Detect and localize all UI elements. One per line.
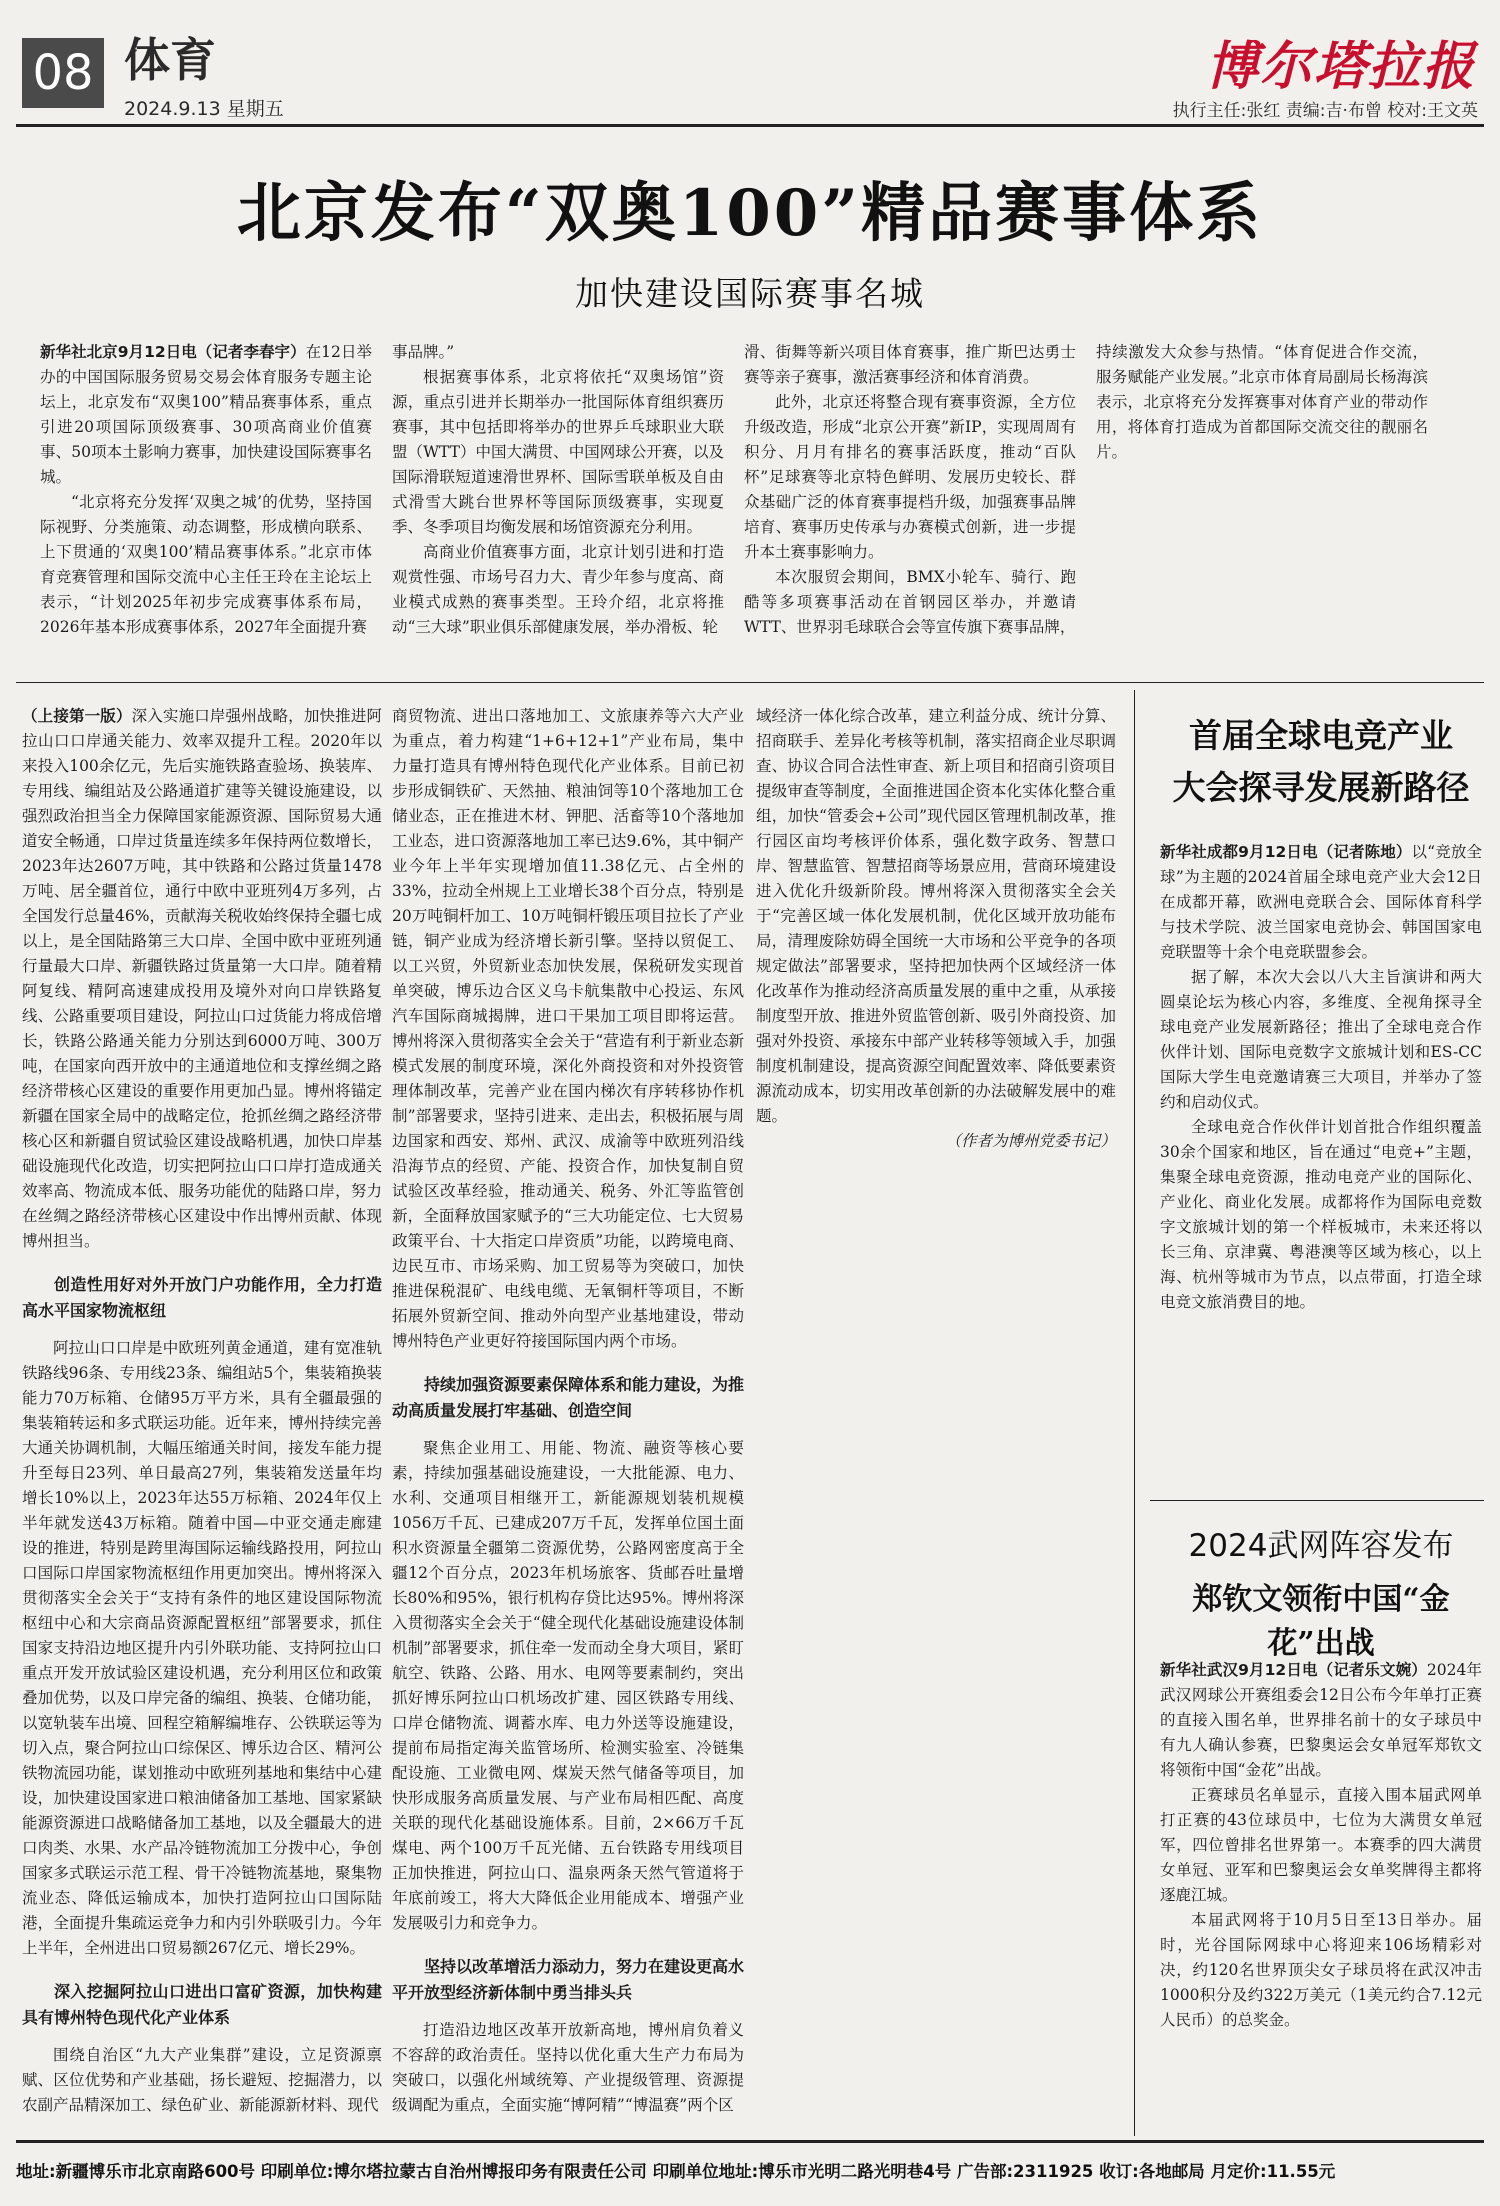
header-rule	[16, 124, 1484, 127]
subsection-heading: 坚持以改革增活力添动力，努力在建设更高水平开放型经济新体制中勇当排头兵	[392, 1957, 744, 2002]
article-paragraph: 阿拉山口口岸是中欧班列黄金通道，建有宽准轨铁路线96条、专用线23条、编组站5个，集装箱换装能力70万标箱、仓储95万平方米，具有全疆最强的集装箱转运和多式联运功能。近年来，博州持续完善大通关协调机制，大幅压缩通关时间，接发车能力提升至每日23列、单日最高27列，集装箱发送量年均增长10%以上，2023年达55万标箱、2024年仅上半年就发送43万标箱。随着中国—中亚交通走廊建设的推进，特别是跨里海国际运输线路投用，阿拉山口国际口岸国家物流枢纽作用更加突出。博州将深入贯彻落实全会关于“支持有条件的地区建设国际物流枢纽中心和大宗商品资源配置枢纽”部署要求，抓住国家支持沿边地区提升内引外联功能、支持阿拉山口重点开发开放试验区建设机遇，充分利用区位和政策叠加优势，以及口岸完备的编组、换装、仓储功能，以宽轨装车出境、回程空箱解编堆存、公铁联运等为切入点，聚合阿拉山口综保区、博乐边合区、精河公铁物流园功能，谋划推动中欧班列基地和集结中心建设，加快建设国家进口粮油储备加工基地、国家紧缺能源资源进口战略储备加工基地，以及全疆最大的进口肉类、水果、水产品冷链物流加工分拨中心，争创国家多式联运示范工程、骨干冷链物流基地，聚集物流业态、降低运输成本，加快打造阿拉山口国际陆港，全面提升集疏运竞争力和内引外联吸引力。今年上半年，全州进出口贸易额267亿元、增长29%。	[22, 1339, 382, 1957]
main-subheadline: 加快建设国际赛事名城	[575, 274, 925, 313]
subsection-heading: 创造性用好对外开放门户功能作用，全力打造高水平国家物流枢纽	[22, 1275, 382, 1320]
issue-date: 2024.9.13 星期五	[124, 98, 284, 120]
sidebar-paragraph: 本届武网将于10月5日至13日举办。届时，光谷国际网球中心将迎来106场精彩对决，约120名世界顶尖女子球员将在武汉冲击1000积分及约322万美元（1美元约合7.12元人民币）的总奖金。	[1160, 1911, 1482, 2029]
main-article-column-1	[40, 340, 372, 652]
dateline: 新华社武汉9月12日电（记者乐文婉）	[1160, 1661, 1427, 1679]
sidebar-1-body	[1160, 840, 1482, 1500]
dateline: 新华社成都9月12日电（记者陈地）	[1160, 843, 1412, 861]
editor-credits: 执行主任:张红 责编:吉·布曾 校对:王文英	[1172, 101, 1478, 121]
article-paragraph-continued: 持续激发大众参与热情。“体育促进合作交流，服务赋能产业发展。”北京市体育局副局长杨海滨表示，北京将充分发挥赛事对体育产业的带动作用，将体育打造成为首都国际交流交往的靓丽名片。	[1096, 343, 1428, 461]
article-paragraph-continued: 事品牌。”	[392, 343, 455, 361]
article-paragraph: 打造沿边地区改革开放新高地，博州肩负着义不容辞的政治责任。坚持以优化重大生产力布局为突破口，以强化州域统筹、产业提级管理、资源提级调配为重点，全面实施“博阿精”“博温赛”两个区	[392, 2021, 744, 2114]
subsection-heading: 持续加强资源要素保障体系和能力建设，为推动高质量发展打牢基础、创造空间	[392, 1375, 744, 1420]
sidebar-paragraph: 新华社成都9月12日电（记者陈地）以“竞放全球”为主题的2024首届全球电竞产业大会12日在成都开幕，欧洲电竞联合会、国际体育科学与技术学院、波兰国家电竞协会、韩国国家电竞联盟等十余个电竞联盟参会。	[1160, 843, 1482, 961]
section-divider	[16, 682, 1484, 683]
sidebar-2-title-line-1: 2024武网阵容发布	[1188, 1528, 1454, 1564]
newspaper-masthead: 博尔塔拉报	[1205, 36, 1476, 97]
sidebar-story-divider	[1150, 1500, 1484, 1501]
article-paragraph: “北京将充分发挥‘双奥之城’的优势，坚持国际视野、分类施策、动态调整，形成横向联系、上下贯通的‘双奥100’精品赛事体系。”北京市体育竞赛管理和国际交流中心主任王玲在主论坛上表示，“计划2025年初步完成赛事体系布局，2026年基本形成赛事体系，2027年全面提升赛	[40, 493, 372, 636]
sidebar-2-body	[1160, 1658, 1482, 2128]
author-note: （作者为博州党委书记）	[945, 1132, 1116, 1150]
continued-article-column-2	[392, 704, 744, 2124]
sidebar-paragraph: 新华社武汉9月12日电（记者乐文婉）2024年武汉网球公开赛组委会12日公布今年单打正赛的直接入围名单，世界排名前十的女子球员中有九人确认参赛，巴黎奥运会女单冠军郑钦文将领衔中国“金花”出战。	[1160, 1661, 1482, 1779]
section-title: 体育	[124, 33, 216, 87]
article-paragraph: （上接第一版）深入实施口岸强州战略，加快推进阿拉山口口岸通关能力、效率双提升工程。2020年以来投入100余亿元，先后实施铁路查验场、换装库、专用线、编组站及公路通道扩建等关键设施建设，以强烈政治担当全力保障国家能源资源、国际贸易大通道安全畅通，口岸过货量连续多年保持两位数增长，2023年达2607万吨，其中铁路和公路过货量1478万吨、居全疆首位，通行中欧中亚班列4万多列，占全国发行总量46%，贡献海关税收始终保持全疆七成以上，是全国陆路第三大口岸、全国中欧中亚班列通行量最大口岸、新疆铁路过货量第一大口岸。随着精阿复线、精阿高速建成投用及境外对向口岸铁路复线、公路重要项目建设，阿拉山口过货能力将成倍增长，铁路公路通关能力分别达到6000万吨、300万吨，在国家向西开放中的主通道地位和支撑丝绸之路经济带核心区建设的重要作用更加凸显。博州将锚定新疆在国家全局中的战略定位，抢抓丝绸之路经济带核心区和新疆自贸试验区建设战略机遇，加快口岸基础设施现代化改造，切实把阿拉山口口岸打造成通关效率高、物流成本低、服务功能优的陆路口岸，努力在丝绸之路经济带核心区建设中作出博州贡献、体现博州担当。	[22, 707, 382, 1250]
subsection-heading: 深入挖掘阿拉山口进出口富矿资源，加快构建具有博州特色现代化产业体系	[22, 1982, 382, 2027]
article-paragraph: 新华社北京9月12日电（记者李春宇）在12日举办的中国国际服务贸易交易会体育服务专题主论坛上，北京发布“双奥100”精品赛事体系，重点引进20项国际顶级赛事、30项高商业价值赛事、50项本土影响力赛事，加快建设国际赛事名城。	[40, 343, 372, 486]
main-article-column-3	[744, 340, 1076, 652]
article-paragraph: 本次服贸会期间，BMX小轮车、骑行、跑酷等多项赛事活动在首钢园区举办，并邀请WTT、世界羽毛球联合会等宣传旗下赛事品牌，	[744, 568, 1076, 636]
sidebar-paragraph: 全球电竞合作伙伴计划首批合作组织覆盖30余个国家和地区，旨在通过“电竞+”主题，集聚全球电竞资源，推动电竞产业的国际化、产业化、商业化发展。成都将作为国际电竞数字文旅城计划的第一个样板城市，未来还将以长三角、京津冀、粤港澳等区域为核心，以上海、杭州等城市为节点，以点带面，打造全球电竞文旅消费目的地。	[1160, 1118, 1482, 1311]
article-paragraph: 高商业价值赛事方面，北京计划引进和打造观赏性强、市场号召力大、青少年参与度高、商业模式成熟的赛事类型。王玲介绍，北京将推动“三大球”职业俱乐部健康发展，举办滑板、轮	[392, 543, 724, 636]
sidebar-1-title-line-2: 大会探寻发展新路径	[1172, 768, 1470, 807]
main-article-column-2	[392, 340, 724, 652]
main-headline: 北京发布“双奥100”精品赛事体系	[236, 176, 1264, 251]
sidebar-divider	[1134, 690, 1135, 2136]
main-article-column-4	[1096, 340, 1428, 652]
article-paragraph-continued: 滑、街舞等新兴项目体育赛事，推广斯巴达勇士赛等亲子赛事，激活赛事经济和体育消费。	[744, 343, 1076, 386]
footer-info: 地址:新疆博乐市北京南路600号 印刷单位:博尔塔拉蒙古自治州博报印务有限责任公司 印刷单位地址:博乐市光明二路光明巷4号 广告部:2311925 收订:各地邮局 月定价:11.55元	[16, 2162, 1336, 2181]
dateline: （上接第一版）	[22, 707, 132, 725]
page-number: 08	[22, 38, 104, 108]
article-paragraph-continued: 商贸物流、进出口落地加工、文旅康养等六大产业为重点，着力构建“1+6+12+1”产业布局，集中力量打造具有博州特色现代化产业体系。目前已初步形成铜铁矿、天然抽、粮油饲等10个落地加工仓储业态，正在推进木材、钾肥、活畜等10个落地加工业态，进口资源落地加工率已达9.6%，其中铜产业今年上半年实现增加值11.38亿元、占全州的33%，拉动全州规上工业增长38个百分点，特别是20万吨铜杆加工、10万吨铜杆锻压项目拉长了产业链，铜产业成为经济增长新引擎。坚持以贸促工、以工兴贸，外贸新业态加快发展，保税研发实现首单突破，博乐边合区义乌卡航集散中心投运、东风汽车国际商城揭牌，进口干果加工项目即将运营。博州将深入贯彻落实全会关于“营造有利于新业态新模式发展的制度环境，深化外商投资和对外投资管理体制改革，完善产业在国内梯次有序转移协作机制”部署要求，坚持引进来、走出去，积极拓展与周边国家和西安、郑州、武汉、成渝等中欧班列沿线沿海节点的经贸、产能、投资合作，加快复制自贸试验区改革经验，推动通关、税务、外汇等监管创新，全面释放国家赋予的“三大功能定位、七大贸易政策平台、十大指定口岸资质”功能，以跨境电商、边民互市、市场采购、加工贸易等为突破口，加快推进保税混矿、电线电缆、无氧铜杆等项目，不断拓展外贸新空间、推动外向型产业基地建设，带动博州特色产业更好符接国际国内两个市场。	[392, 707, 744, 1350]
continued-article-column-1	[22, 704, 382, 2124]
dateline: 新华社北京9月12日电（记者李春宇）	[40, 343, 306, 361]
article-paragraph: 根据赛事体系，北京将依托“双奥场馆”资源，重点引进并长期举办一批国际体育组织赛历赛事，其中包括即将举办的世界乒乓球职业大联盟（WTT）中国大满贯、中国网球公开赛，以及国际滑联短道速滑世界杯、国际雪联单板及自由式滑雪大跳台世界杯等国际顶级赛事，实现夏季、冬季项目均衡发展和场馆资源充分利用。	[392, 368, 724, 536]
sidebar-1-title-line-1: 首届全球电竞产业	[1189, 716, 1453, 755]
continued-article-column-3	[756, 704, 1116, 2124]
sidebar-2-title-line-2: 郑钦文领衔中国“金花”出战	[1192, 1582, 1450, 1661]
footer-rule	[16, 2140, 1484, 2143]
article-paragraph: 聚焦企业用工、用能、物流、融资等核心要素，持续加强基础设施建设，一大批能源、电力、水利、交通项目相继开工，新能源规划装机规模1056万千瓦、已建成207万千瓦，发挥单位国土面积水资源量全疆第二资源优势，公路网密度高于全疆12个百分点，2023年机场旅客、货邮吞吐量增长80%和95%，银行机构存贷比达95%。博州将深入贯彻落实全会关于“健全现代化基础设施建设体制机制”部署要求，抓住牵一发而动全身大项目，紧盯航空、铁路、公路、用水、电网等要素制约，突出抓好博乐阿拉山口机场改扩建、园区铁路专用线、口岸仓储物流、调蓄水库、电力外送等设施建设，提前布局指定海关监管场所、检测实验室、冷链集配设施、工业微电网、煤炭天然气储备等项目，加快形成服务高质量发展、与产业布局相匹配、高度关联的现代化基础设施体系。目前，2×66万千瓦煤电、两个100万千瓦光储、五台铁路专用线项目正加快推进，阿拉山口、温泉两条天然气管道将于年底前竣工，将大大降低企业用能成本、增强产业发展吸引力和竞争力。	[392, 1439, 744, 1932]
article-paragraph: 此外，北京还将整合现有赛事资源，全方位升级改造，形成“北京公开赛”新IP，实现周周有积分、月月有排名的赛事活跃度，推动“百队杯”足球赛等北京特色鲜明、发展历史较长、群众基础广泛的体育赛事提档升级，加强赛事品牌培育、赛事历史传承与办赛模式创新，进一步提升本土赛事影响力。	[744, 393, 1076, 561]
sidebar-paragraph: 正赛球员名单显示，直接入围本届武网单打正赛的43位球员中，七位为大满贯女单冠军，四位曾排名世界第一。本赛季的四大满贯女单冠、亚军和巴黎奥运会女单奖牌得主都将逐鹿江城。	[1160, 1786, 1482, 1904]
sidebar-paragraph: 据了解，本次大会以八大主旨演讲和两大圆桌论坛为核心内容，多维度、全视角探寻全球电竞产业发展新路径；推出了全球电竞合作伙伴计划、国际电竞数字文旅城计划和ES-CC国际大学生电竞邀请赛三大项目，并举办了签约和启动仪式。	[1160, 968, 1482, 1111]
article-paragraph-continued: 域经济一体化综合改革，建立利益分成、统计分算、招商联手、差异化考核等机制，落实招商企业尽职调查、协议合同合法性审查、新上项目和招商引资项目提级审查等制度，全面推进国企资本化实体化整合重组，加快“管委会+公司”现代园区管理机制改革，推行园区亩均考核评价体系，强化数字政务、智慧口岸、智慧监管、智慧招商等场景应用，营商环境建设进入优化升级新阶段。博州将深入贯彻落实全会关于“完善区域一体化发展机制，优化区域开放功能布局，清理废除妨碍全国统一大市场和公平竞争的各项规定做法”部署要求，坚持把加快两个区域经济一体化改革作为推动经济高质量发展的重中之重，从承接制度型开放、推进外贸监管创新、吸引外商投资、加强对外投资、承接东中部产业转移等领域入手，加强制度机制建设，提高资源空间配置效率、降低要素资源流动成本，切实用改革创新的办法破解发展中的难题。	[756, 707, 1116, 1125]
article-paragraph: 围绕自治区“九大产业集群”建设，立足资源禀赋、区位优势和产业基础，扬长避短、挖掘潜力，以农副产品精深加工、绿色矿业、新能源新材料、现代	[22, 2046, 382, 2114]
